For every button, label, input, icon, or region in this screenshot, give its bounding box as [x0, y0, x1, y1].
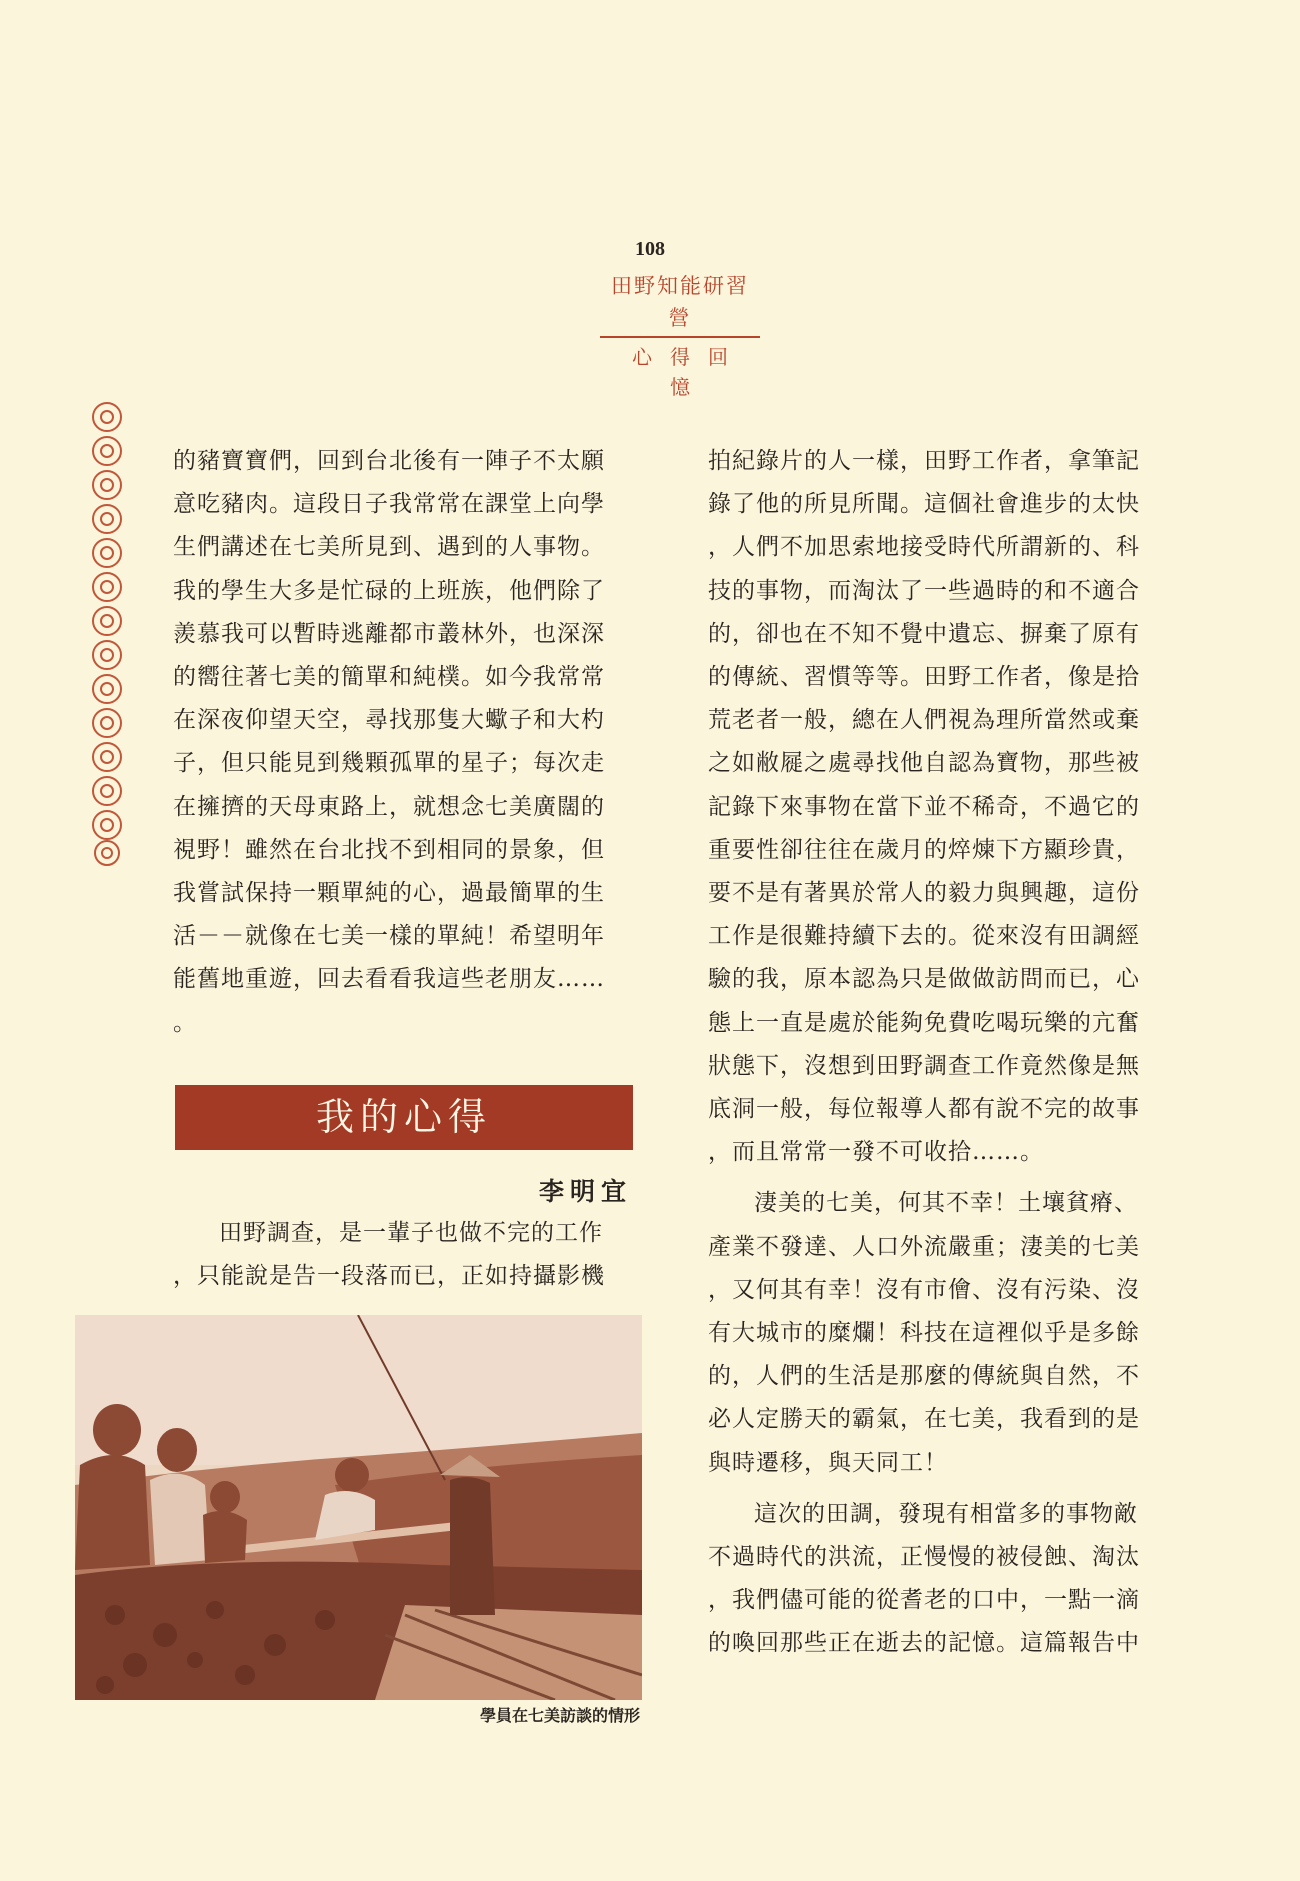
text-line: 不過時代的洪流，正慢慢的被侵蝕、淘汰 — [708, 1544, 1140, 1571]
text-line: 之如敝屣之處尋找他自認為寶物，那些被 — [708, 750, 1140, 777]
text-line: ，人們不加思索地接受時代所謂新的、科 — [708, 534, 1140, 561]
header-rule — [600, 336, 760, 338]
text-line: 的傳統、習慣等等。田野工作者，像是拾 — [708, 664, 1140, 691]
text-line: 子，但只能見到幾顆孤單的星子；每次走 — [173, 750, 605, 777]
text-line: 的，人們的生活是那麼的傳統與自然，不 — [708, 1363, 1140, 1390]
left-column-bottom — [173, 1212, 633, 1298]
text-line: 意吃豬肉。這段日子我常常在課堂上向學 — [173, 491, 605, 518]
text-line: 態上一直是處於能夠免費吃喝玩樂的亢奮 — [708, 1009, 1140, 1036]
text-line: 這次的田調，發現有相當多的事物敵 — [754, 1500, 1138, 1527]
text-line: 與時遷移，與天同工！ — [708, 1449, 948, 1476]
text-line: 田野調查，是一輩子也做不完的工作 — [219, 1220, 603, 1246]
photo-caption: 學員在七美訪談的情形 — [479, 1706, 640, 1725]
text-line: 淒美的七美，何其不幸！土壤貧瘠、 — [754, 1190, 1138, 1217]
text-line: 在擁擠的天母東路上，就想念七美廣闊的 — [173, 793, 605, 820]
text-line: 。 — [173, 1009, 197, 1036]
text-line: 記錄下來事物在當下並不稀奇，不過它的 — [708, 793, 1140, 820]
page-number: 108 — [635, 238, 665, 260]
text-line: 技的事物，而淘汰了一些過時的和不適合 — [708, 577, 1140, 604]
text-line: ，而且常常一發不可收拾……。 — [708, 1139, 1044, 1166]
text-line: 羨慕我可以暫時逃離都市叢林外，也深深 — [173, 620, 605, 647]
text-line: 必人定勝天的霸氣，在七美，我看到的是 — [708, 1406, 1140, 1433]
text-line: 要不是有著異於常人的毅力與興趣，這份 — [708, 880, 1140, 907]
text-line: 有大城市的糜爛！科技在這裡似乎是多餘 — [708, 1320, 1140, 1347]
text-line: 的喚回那些正在逝去的記憶。這篇報告中 — [708, 1630, 1140, 1657]
text-line: 的豬寶寶們，回到台北後有一陣子不太願 — [173, 448, 605, 474]
text-line: 驗的我，原本認為只是做做訪問而已，心 — [708, 966, 1140, 993]
text-line: 視野！雖然在台北找不到相同的景象，但 — [173, 836, 605, 863]
text-line: 產業不發達、人口外流嚴重；淒美的七美 — [708, 1233, 1140, 1260]
decorative-seal-border — [88, 398, 126, 868]
text-line: 我嘗試保持一顆單純的心，過最簡單的生 — [173, 880, 605, 907]
text-line: 工作是很難持續下去的。從來沒有田調經 — [708, 923, 1140, 950]
author-name: 李明宜 — [538, 1177, 632, 1206]
left-column-top — [173, 440, 633, 1045]
text-line: 我的學生大多是忙碌的上班族，他們除了 — [173, 577, 605, 604]
text-line: 能舊地重遊，回去看看我這些老朋友…… — [173, 966, 605, 993]
text-line: 底洞一般，每位報導人都有說不完的故事 — [708, 1096, 1140, 1123]
text-line: 的嚮往著七美的簡單和純樸。如今我常常 — [173, 664, 605, 691]
text-line: 生們講述在七美所見到、遇到的人事物。 — [173, 534, 605, 561]
text-line: 狀態下，沒想到田野調查工作竟然像是無 — [708, 1052, 1140, 1079]
text-line: 的，卻也在不知不覺中遺忘、摒棄了原有 — [708, 620, 1140, 647]
header-subtitle: 心得回憶 — [632, 345, 746, 399]
text-line: 重要性卻往往在歲月的焠煉下方顯珍貴， — [708, 836, 1140, 863]
text-line: ，我們儘可能的從耆老的口中，一點一滴 — [708, 1587, 1140, 1614]
right-column — [708, 440, 1168, 1666]
header-title: 田野知能研習營 — [611, 274, 749, 330]
text-line: 在深夜仰望天空，尋找那隻大蠍子和大杓 — [173, 707, 605, 734]
text-line: 活－－就像在七美一樣的單純！希望明年 — [173, 923, 605, 950]
text-line: ，又何其有幸！沒有市儈、沒有污染、沒 — [708, 1276, 1140, 1303]
field-interview-photo — [75, 1315, 642, 1700]
running-header — [600, 270, 760, 402]
text-line: 錄了他的所見所聞。這個社會進步的太快 — [708, 491, 1140, 518]
text-line: 荒老者一般，總在人們視為理所當然或棄 — [708, 707, 1140, 734]
text-line: ，只能說是告一段落而已，正如持攝影機 — [173, 1263, 605, 1290]
section-heading: 我的心得 — [175, 1085, 633, 1150]
text-line: 拍紀錄片的人一樣，田野工作者，拿筆記 — [708, 448, 1140, 474]
